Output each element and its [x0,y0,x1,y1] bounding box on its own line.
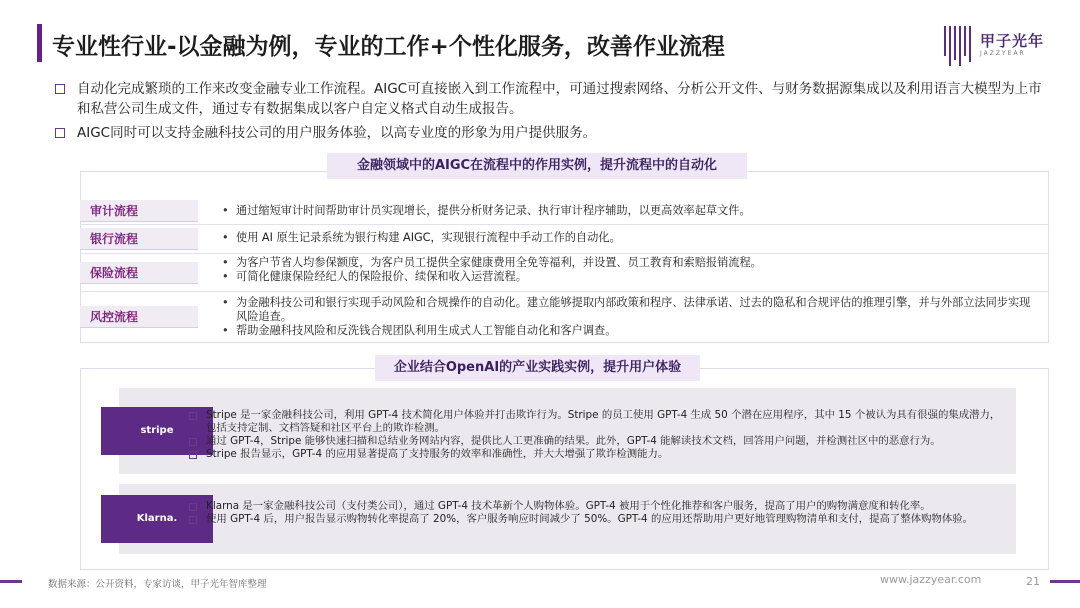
case-item-text: Stripe 报告显示，GPT-4 的应用显著提高了支持服务的效率和准确性，并大大增强了欺诈检测能力。 [206,448,669,460]
process-item: • 使用 AI 原生记录系统为银行构建 AIGC，实现银行流程中手动工作的自动化。 [222,231,1037,245]
square-bullet-icon [189,412,197,420]
stripe-logo: stripe [101,407,213,455]
intro-bullet [55,79,1045,119]
process-item: • 帮助金融科技风险和反洗钱合规团队利用生成式人工智能自动化和客户调查。 [222,324,1037,338]
footer-url: www.jazzyear.com [880,573,982,586]
process-label: 风控流程 [80,306,198,328]
square-bullet-icon [55,84,65,94]
row-divider [80,291,1049,292]
process-item: • 为金融科技公司和银行实现手动风险和合规操作的自动化。建立能够提取内部政策和程序、法律承诺、过去的隐私和合规评估的推理引擎，并与外部立法同步实现风险追查。 [222,296,1037,324]
logo-text: 甲子光年 [980,32,1045,50]
footer-source: 数据来源：公开资料，专家访谈，甲子光年智库整理 [48,579,267,590]
case-item [189,500,1007,513]
process-item: • 可简化健康保险经纪人的保险报价、续保和收入运营流程。 [222,270,1037,284]
case-item-text: Klarna 是一家金融科技公司（支付类公司），通过 GPT-4 技术革新个人购物体验。GPT-4 被用于个性化推荐和客户服务，提高了用户的购物满意度和转化率。 [206,500,931,512]
intro-bullet-text: AIGC同时可以支持金融科技公司的用户服务体验，以高专业度的形象为用户提供服务。 [77,125,597,141]
case-item [189,409,1007,435]
case-card-klarna [119,484,1016,554]
case-item-text: Stripe 是一家金融科技公司，利用 GPT-4 技术简化用户体验并打击欺诈行为。Stripe 的员工使用 GPT-4 生成 50 个潜在应用程序，其中 15 个被认为具有很强的集成潜力，包括支持定制、文档答疑和社区平台上的欺诈检测。 [206,409,1001,434]
case-card-stripe [119,388,1016,474]
row-divider [80,253,1049,254]
case-item [189,513,1007,526]
section1-header: 金融领域中的AIGC在流程中的作用实例，提升流程中的自动化 [327,153,747,179]
process-item: • 为客户节省人均参保额度，为客户员工提供全家健康费用全免等福利，并设置、员工教育和索赔报销流程。 [222,256,1037,270]
row-divider [80,224,1049,225]
intro-bullet-text: 自动化完成繁琐的工作来改变金融专业工作流程。AIGC可直接嵌入到工作流程中，可通过搜索网络、分析公开文件、与财务数据源集成以及利用语言大模型为上市和私营公司生成文件，通过专有数据集成以客户自定义格式自动生成报告。 [77,81,1042,117]
process-label: 保险流程 [80,262,198,284]
square-bullet-icon [189,451,197,459]
title-accent-bar [37,24,42,62]
case-item-text: 使用 GPT-4 后，用户报告显示购物转化率提高了 20%，客户服务响应时间减少了 50%。GPT-4 的应用还帮助用户更好地管理购物清单和支付，提高了整体购物体验。 [206,513,974,525]
footer-accent-right [1050,580,1080,583]
logo-mark-icon [944,26,972,66]
case-item-text: 通过 GPT-4，Stripe 能够快速扫描和总结业务网站内容，提供比人工更准确的结果。此外，GPT-4 能解读技术文档，回答用户问题，并检测社区中的恶意行为。 [206,435,941,447]
process-label: 审计流程 [80,200,198,222]
page-title: 专业性行业-以金融为例，专业的工作+个性化服务，改善作业流程 [52,34,725,60]
page-number: 21 [1026,575,1040,588]
logo-subtext: JAZZYEAR [980,50,1026,57]
footer-accent-left [0,580,22,583]
brand-logo [944,26,1054,66]
intro-bullets [55,79,1045,147]
process-item: • 通过缩短审计时间帮助审计员实现增长，提供分析财务记录、执行审计程序辅助，以更高效率起草文件。 [222,204,1037,218]
case-item [189,448,1007,461]
intro-bullet [55,123,1045,143]
case-item [189,435,1007,448]
klarna-logo: Klarna. [101,495,213,543]
square-bullet-icon [189,503,197,511]
square-bullet-icon [189,516,197,524]
section2-header: 企业结合OpenAI的产业实践实例，提升用户体验 [375,355,700,381]
square-bullet-icon [55,128,65,138]
process-label: 银行流程 [80,228,198,250]
square-bullet-icon [189,438,197,446]
